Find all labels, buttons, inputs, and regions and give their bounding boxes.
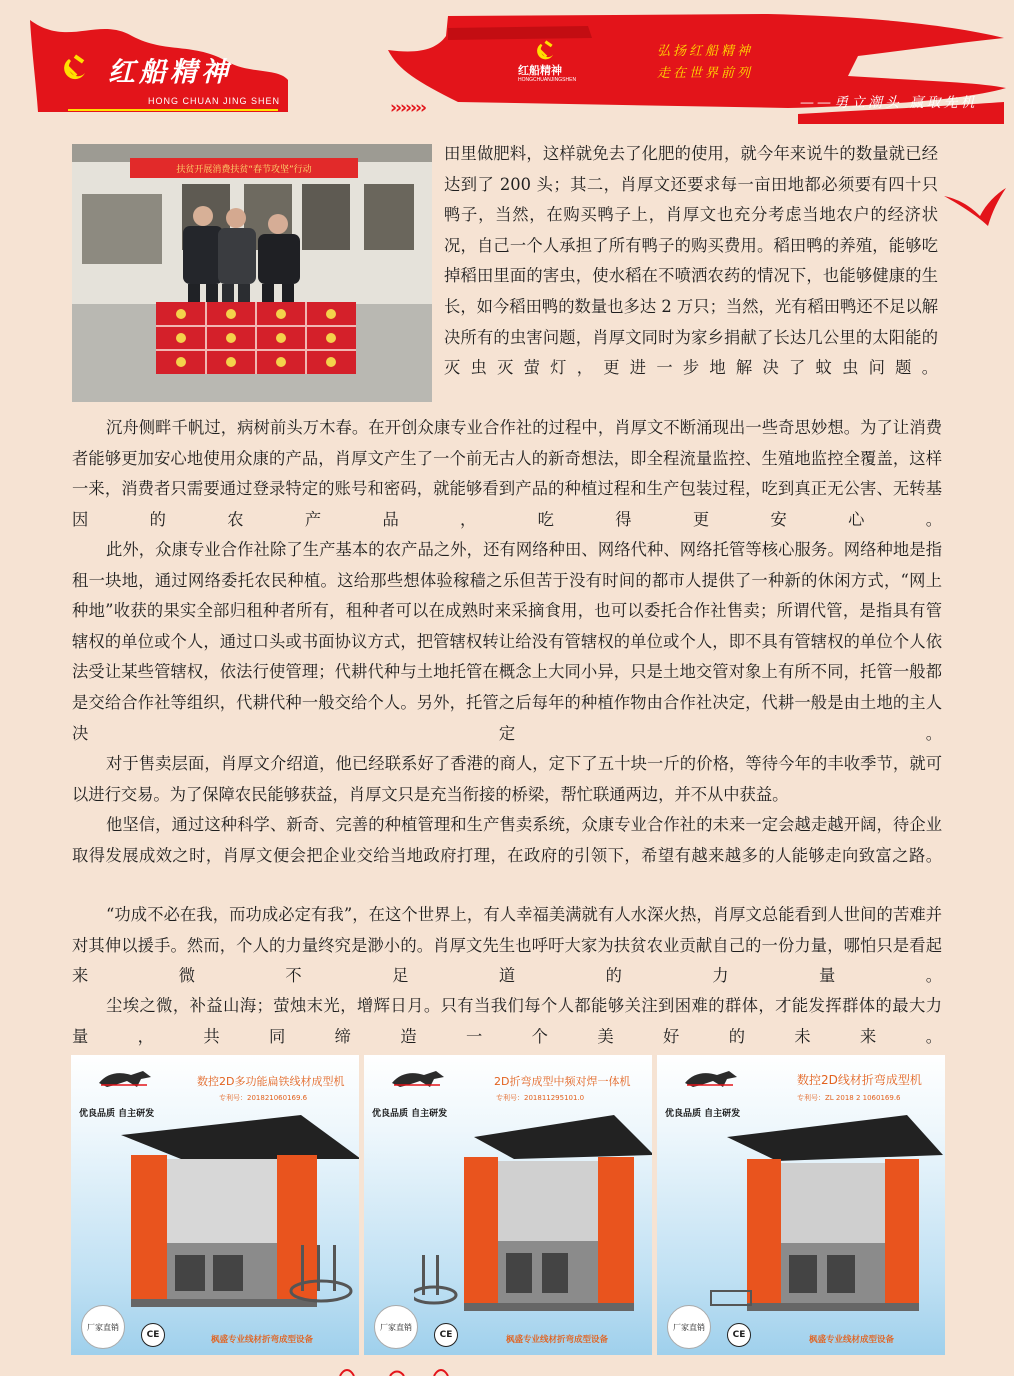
donation-photo (72, 144, 432, 402)
product-card-3 (657, 1055, 945, 1355)
running-horse-logo-icon (390, 1067, 446, 1089)
product-quality: 优良品质 自主研发 (79, 1109, 155, 1119)
paragraph-4: 对于售卖层面，肖厚文介绍道，他已经联系好了香港的商人，定下了五十块一斤的价格，等待今年的丰收季节，就可以进行交易。为了保障农民能够获益，肖厚文只是充当衔接的桥梁，帮忙联通两边，并不从中获益。 (72, 754, 942, 804)
ce-mark-icon: CE (727, 1323, 751, 1347)
hammer-sickle-icon (537, 40, 557, 60)
ce-mark-icon: CE (141, 1323, 165, 1347)
ce-mark-icon: CE (434, 1323, 458, 1347)
product-footer: 枫盛专业线材折弯成型设备 (506, 1335, 609, 1345)
paragraph-5: 他坚信，通过这种科学、新奇、完善的种植管理和生产售卖系统，众康专业合作社的未来一定会越走越开阔，待企业取得发展成效之时，肖厚文便会把企业交给当地政府打理，在政府的引领下，希望有越来越多的人能够走向致富之路。 (72, 815, 942, 865)
product-card-2 (364, 1055, 652, 1355)
product-quality: 优良品质 自主研发 (372, 1109, 448, 1119)
running-horse-logo-icon (683, 1067, 739, 1089)
paragraph-3: 此外，众康专业合作社除了生产基本的农产品之外，还有网络种田、网络代种、网络托管等核心服务。网络种地是指租一块地，通过网络委托农民种植。这给那些想体验稼穑之乐但苦于没有时间的都市人提供了一种新的休闲方式，“网上种地”收获的果实全部归租种者所有，租种者可以在成熟时来采摘食用，也可以委托合作社售卖；所谓代管，是指具有管辖权的单位或个人，通过口头或书面协议方式，把管辖权转让给没有管辖权的单位或个人，即不具有管辖权的单位个人依法受让某些管辖权，依法行使管理；代耕代种与土地托管在概念上大同小异，只是土地交管对象上有所不同，托管一般都是交给合作社等组织，代耕代种一般交给个人。另外，托管之后每年的种植作物由合作社决定，代耕一般是由土地的主人决定。 (72, 540, 942, 743)
header-tagline: ——勇立潮头 赢取先机 (800, 95, 978, 111)
logo-title: 红船精神 (108, 57, 232, 88)
machine-illustration (121, 1115, 359, 1325)
gift-boxes (156, 302, 356, 374)
paragraph-1: 田里做肥料，这样就免去了化肥的使用，就今年来说牛的数量就已经达到了 200 头；其二，肖厚文还要求每一亩田地都必须要有四十只鸭子，当然，在购买鸭子上，肖厚文也充分考虑当地农户的经济状况，自己一个人承担了所有鸭子的购买费用。稻田鸭的养殖，能够吃掉稻田里面的害虫，使水稻在不喷洒农药的情况下，也能够健康的生长，如今稻田鸭的数量也多达 2 万只；当然，光有稻田鸭还不足以解决所有的虫害问题，肖厚文同时为家乡捐献了长达几公里的太阳能的灭虫灭萤灯，更进一步地解决了蚊虫问题。 (444, 144, 938, 378)
paragraph-2: 沉舟侧畔千帆过，病树前头万木春。在开创众康专业合作社的过程中，肖厚文不断涌现出一些奇思妙想。为了让消费者能够更加安心地使用众康的产品，肖厚文产生了一个前无古人的新奇想法，即全程流量监控、生殖地监控全覆盖，这样一来，消费者只需要通过登录特定的账号和密码，就能够看到产品的种植过程和生产包装过程，吃到真正无公害、无转基因的农产品，吃得更安心。 (72, 418, 942, 529)
paragraph-6: “功成不必在我，而功成必定有我”，在这个世界上，有人幸福美满就有人水深火热，肖厚文总能看到人世间的苦难并对其伸以援手。然而，个人的力量终究是渺小的。肖厚文先生也呼吁大家为扶贫农业贡献自己的一份力量，哪怕只是看起来微不足道的力量。 (72, 905, 942, 986)
product-footer: 枫盛专业线材成型设备 (809, 1335, 895, 1345)
factory-direct-badge: 厂家直销 (667, 1305, 711, 1349)
product-patent: 专利号：ZL 2018 2 1060169.6 (797, 1094, 901, 1102)
hammer-sickle-icon (64, 54, 90, 80)
machine-illustration (414, 1115, 652, 1325)
product-card-1 (71, 1055, 359, 1355)
flying-bird-icon (942, 186, 1008, 230)
product-patent: 专利号：201811295101.0 (496, 1094, 585, 1102)
slogan-line2: 走在世界前列 (657, 66, 754, 81)
product-title: 数控2D多功能扁铁线材成型机 (197, 1075, 345, 1088)
running-horse-logo-icon (97, 1067, 153, 1089)
paragraph-7: 尘埃之微，补益山海；萤烛末光，增辉日月。只有当我们每个人都能够关注到困难的群体，才能发挥群体的最大力量，共同缔造一个美好的未来。 (72, 996, 942, 1046)
logo-pinyin: HONG CHUAN JING SHEN (148, 96, 281, 106)
product-footer: 枫盛专业线材折弯成型设备 (211, 1335, 314, 1345)
chevron-decoration: ››››››› (390, 98, 426, 118)
factory-direct-badge: 厂家直销 (374, 1305, 418, 1349)
donation-photo-illustration (72, 144, 432, 402)
product-title: 2D折弯成型中频对焊一体机 (494, 1075, 631, 1088)
product-quality: 优良品质 自主研发 (665, 1109, 741, 1119)
ship-pinyin: HONGCHUANJINGSHEN (518, 77, 577, 83)
photo-banner-text: 扶贫开展消费扶贫“春节攻坚”行动 (176, 165, 312, 175)
product-patent: 专利号：201821060169.6 (219, 1094, 308, 1102)
product-title: 数控2D线材折弯成型机 (797, 1073, 922, 1087)
bottom-decoration (330, 1366, 460, 1376)
machine-illustration (707, 1115, 945, 1325)
ship-name: 红船精神 (518, 64, 562, 77)
factory-direct-badge: 厂家直销 (81, 1305, 125, 1349)
slogan-line1: 弘扬红船精神 (657, 44, 754, 59)
